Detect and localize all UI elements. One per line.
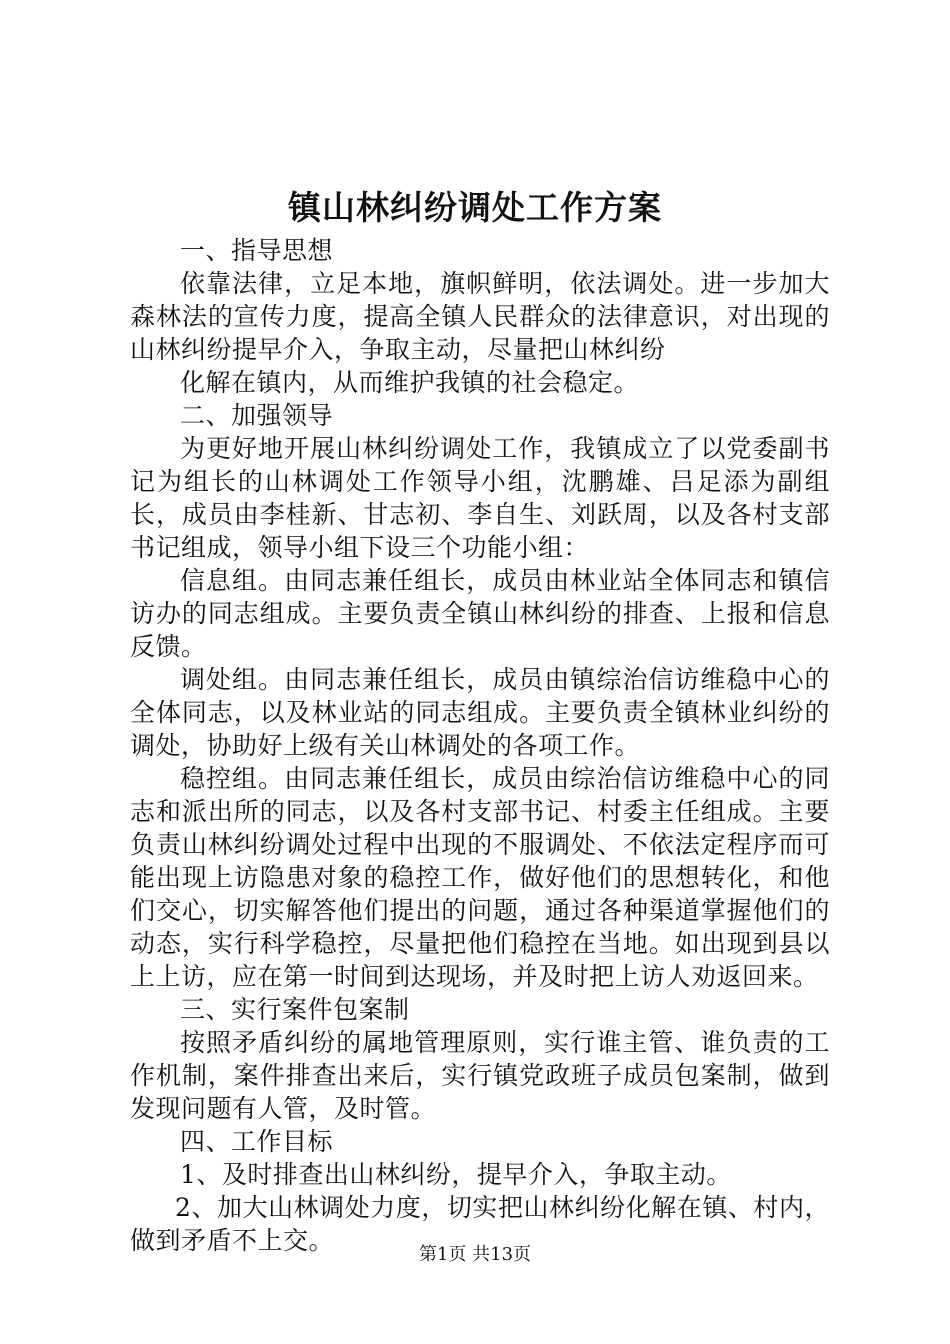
paragraph-guiding-thought: 依靠法律，立足本地，旗帜鲜明，依法调处。进一步加大森林法的宣传力度，提高全镇人民群众的法律意识，对出现的山林纠纷提早介入，争取主动，尽量把山林纠纷 (130, 269, 830, 364)
paragraph-information-group: 信息组。由同志兼任组长，成员由林业站全体同志和镇信访办的同志组成。主要负责全镇山林纠纷的排查、上报和信息反馈。 (130, 566, 830, 661)
paragraph-guiding-thought-continued: 化解在镇内，从而维护我镇的社会稳定。 (180, 368, 640, 397)
section-heading-case-responsibility: 三、实行案件包案制 (180, 995, 410, 1024)
paragraph-stability-group: 稳控组。由同志兼任组长，成员由综治信访维稳中心的同志和派出所的同志，以及各村支部书记、村委主任组成。主要负责山林纠纷调处过程中出现的不服调处、不依法定程序而可能出现上访隐患对象的稳控工作，做好他们的思想转化，和他们交心，切实解答他们提出的问题，通过各种渠道掌握他们的动态，实行科学稳控，尽量把他们稳控在当地。如出现到县以上上访，应在第一时间到达现场，并及时把上访人劝返回来。 (130, 764, 830, 991)
document-title: 镇山林纠纷调处工作方案 (288, 188, 662, 227)
document-body (130, 234, 830, 1257)
section-heading-work-goals: 四、工作目标 (180, 1127, 334, 1156)
section-heading-leadership: 二、加强领导 (180, 401, 334, 430)
section-heading-guiding-thought: 一、指导思想 (180, 236, 334, 265)
list-item-goal-1: 1、及时排查出山林纠纷，提早介入，争取主动。 (180, 1160, 732, 1189)
page-number-footer: 第1页 共13页 (418, 1244, 532, 1265)
paragraph-case-responsibility: 按照矛盾纠纷的属地管理原则，实行谁主管、谁负责的工作机制，案件排查出来后，实行镇党政班子成员包案制，做到发现问题有人管，及时管。 (130, 1028, 830, 1123)
paragraph-leadership: 为更好地开展山林纠纷调处工作，我镇成立了以党委副书记为组长的山林调处工作领导小组，沈鹏雄、吕足添为副组长，成员由李桂新、甘志初、李自生、刘跃周，以及各村支部书记组成，领导小组下设三个功能小组： (130, 434, 830, 562)
paragraph-mediation-group: 调处组。由同志兼任组长，成员由镇综治信访维稳中心的全体同志，以及林业站的同志组成。主要负责全镇林业纠纷的调处，协助好上级有关山林调处的各项工作。 (130, 665, 830, 760)
list-item-goal-2: 2、加大山林调处力度，切实把山林纠纷化解在镇、村内，做到矛盾不上交。 (130, 1193, 830, 1255)
